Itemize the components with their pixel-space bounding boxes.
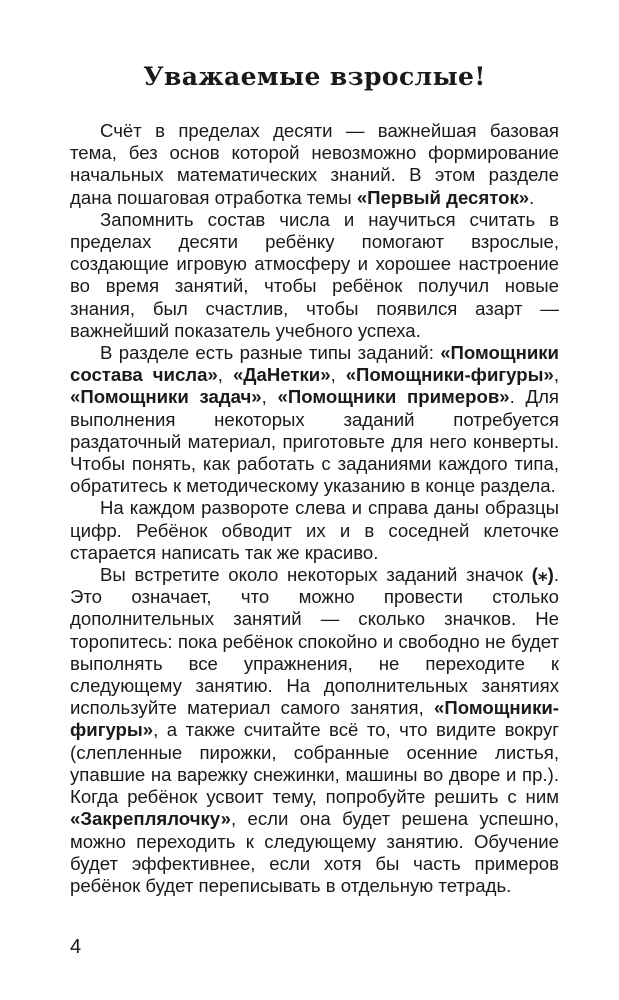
text-run: , (330, 364, 346, 386)
text-run: Счёт в пределах десяти — важнейшая базовая тема, без основ которой невозможно формирование начальных математических знаний. В этом разделе дана пошаговая отработка темы (70, 120, 559, 208)
emphasis-text: «Первый десяток» (356, 186, 530, 208)
text-run: . (529, 186, 535, 208)
text-run: , (217, 364, 233, 386)
emphasis-text: «Помощники задач» (70, 386, 262, 408)
body-text (70, 120, 559, 897)
text-run: , если она будет решена успешно, можно переходить к следующему занятию. Обучение будет эффективнее, если хотя бы часть примеров ребёнок будет переписывать в отдельную тетрадь. (70, 808, 559, 896)
text-run: , а также считайте всё то, что видите вокруг (слепленные пирожки, собранные осенние листья, упавшие на варежку снежинки, машины во дворе и пр.). Когда ребёнок усвоит тему, попробуйте решить с ним (70, 719, 559, 808)
paragraph-5 (70, 564, 559, 897)
page-title: Уважаемые взрослые! (143, 62, 486, 91)
text-run: На каждом развороте слева и справа даны образцы цифр. Ребёнок обводит их и в соседней клеточке старается написать так же красиво. (70, 497, 559, 563)
emphasis-text: «Помощники-фигуры» (345, 364, 554, 386)
paragraph-2 (70, 209, 559, 342)
emphasis-text: (⁎) (531, 564, 554, 586)
page-number: 4 (70, 936, 82, 958)
text-run: , (553, 364, 559, 386)
text-run: Запомнить состав числа и научиться считать в пределах десяти ребёнку помогают взрослые, создающие игровую атмосферу и хорошее настроение во время занятий, чтобы ребёнок получил новые знания, был счастлив, чтобы появился азарт — важнейший показатель учебного успеха. (70, 208, 559, 341)
text-run: , (261, 386, 278, 408)
emphasis-text: «Помощники состава числа» (70, 342, 559, 386)
paragraph-1 (70, 120, 559, 209)
text-run: . Это означает, что можно провести столько дополнительных занятий — сколько значков. Не торопитесь: пока ребёнок спокойно и свободно не будет выполнять все упражнения, не переходите к следующему занятию. На дополнительных занятиях используйте материал самого занятия, (70, 564, 559, 719)
paragraph-4 (70, 497, 559, 564)
page-body (70, 60, 559, 897)
emphasis-text: «Закреплялочку» (70, 808, 231, 830)
text-run: Вы встретите около некоторых заданий значок (100, 564, 532, 586)
emphasis-text: «Помощники примеров» (277, 386, 510, 408)
paragraph-3 (70, 342, 559, 497)
emphasis-text: «ДаНетки» (232, 364, 331, 386)
text-run: . Для выполнения некоторых заданий потребуется раздаточный материал, приготовьте для него конверты. Чтобы понять, как работать с заданиями каждого типа, обратитесь к методическому указанию в конце раздела. (70, 386, 559, 497)
text-run: В разделе есть разные типы заданий: (100, 342, 441, 364)
emphasis-text: «Помощники-фигуры» (70, 697, 559, 741)
